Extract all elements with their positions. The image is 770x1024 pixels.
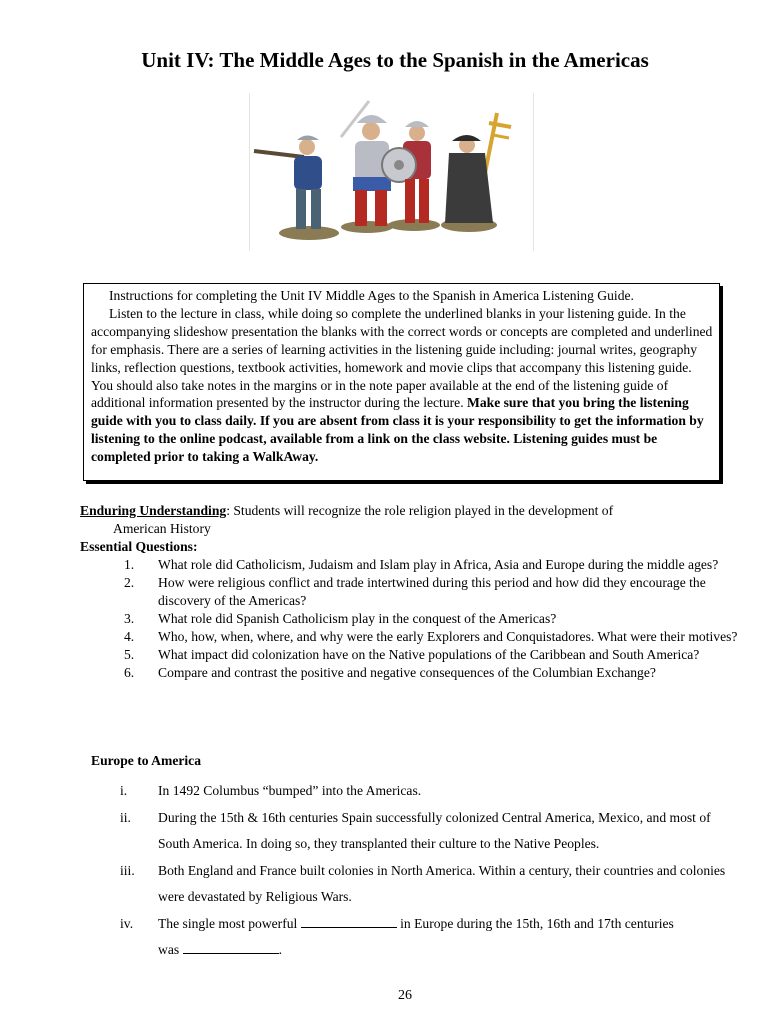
item-text-b: in Europe during the 15th, 16th and 17th centuries	[400, 915, 674, 931]
list-number: 2.	[124, 575, 135, 590]
list-number: 3.	[124, 611, 135, 626]
page-title: Unit IV: The Middle Ages to the Spanish in the Americas	[141, 48, 649, 72]
instructions-intro: Instructions for completing the Unit IV Middle Ages to the Spanish in America Listening Guide.	[109, 288, 634, 303]
list-item	[80, 858, 740, 911]
europe-section-list	[80, 778, 740, 964]
item-text-d: .	[278, 942, 282, 957]
list-item	[80, 628, 740, 646]
enduring-understanding-label: Enduring Understanding	[80, 503, 227, 518]
instructions-body	[91, 305, 713, 466]
conquistadors-figure-image	[249, 93, 534, 251]
essential-questions-heading: Essential Questions:	[80, 539, 198, 554]
list-item	[80, 610, 740, 628]
enduring-understanding-text: : Students will recognize the role religion played in the development of	[226, 503, 614, 518]
list-item	[80, 778, 740, 805]
list-number: 4.	[124, 629, 135, 644]
question-text: How were religious conflict and trade intertwined during this period and how did they encourage the discovery of the Americas?	[158, 575, 706, 608]
list-number: iii.	[120, 862, 135, 878]
enduring-understanding-text-line2: American History	[113, 521, 211, 536]
list-number: 6.	[124, 665, 135, 680]
question-text: Compare and contrast the positive and negative consequences of the Columbian Exchange?	[158, 665, 656, 680]
list-item	[80, 646, 740, 664]
item-text-c: was	[158, 942, 180, 957]
list-number: i.	[120, 783, 128, 798]
question-text: What role did Catholicism, Judaism and Islam play in Africa, Asia and Europe during the middle ages?	[158, 557, 719, 572]
europe-section-heading: Europe to America	[91, 753, 201, 768]
enduring-understanding	[80, 502, 720, 538]
list-number: 5.	[124, 647, 135, 662]
list-number: 1.	[124, 557, 135, 572]
list-item	[80, 574, 740, 610]
list-item	[80, 805, 740, 858]
instructions-bold-note: Make sure that you bring the listening guide with you to class daily. If you are absent from class it is your responsibility to get the information by listening to the online podcast, available from a link on the class website. Listening guides must be completed prior to taking a WalkAway.	[91, 395, 704, 465]
question-text: What impact did colonization have on the Native populations of the Caribbean and South America?	[158, 647, 700, 662]
item-text: Both England and France built colonies in North America. Within a century, their countries and colonies were devastated by Religious Wars.	[158, 862, 726, 904]
item-text: In 1492 Columbus “bumped” into the Americas.	[158, 783, 422, 798]
list-number: iv.	[120, 915, 134, 931]
fill-in-blank[interactable]	[301, 913, 397, 928]
question-text: What role did Spanish Catholicism play in the conquest of the Americas?	[158, 611, 557, 626]
list-item	[80, 556, 740, 574]
item-text-a: The single most powerful	[158, 915, 298, 931]
page-number: 26	[398, 988, 412, 1003]
list-number: ii.	[120, 809, 131, 825]
list-item	[80, 911, 740, 964]
instructions-body-text: Listen to the lecture in class, while doing so complete the underlined blanks in your listening guide. In the accompanying slideshow presentation the blanks with the correct words or concepts are completed and underlined for emphasis. There are a series of learning activities in the listening guide including: journal writes, geography links, reflection questions, textbook activities, homework and movie clips that accompany this listening guide. You should also take notes in the margins or in the note paper available at the end of the listening guide of additional information presented by the instructor during the lecture.	[91, 305, 713, 411]
conquistadors-illustration	[249, 93, 534, 251]
instructions-box	[83, 283, 720, 481]
essential-questions-list	[80, 556, 740, 682]
list-item	[80, 664, 740, 682]
fill-in-blank[interactable]	[183, 939, 279, 954]
question-text: Who, how, when, where, and why were the early Explorers and Conquistadores. What were their motives?	[158, 629, 738, 644]
item-text: During the 15th & 16th centuries Spain successfully colonized Central America, Mexico, and most of South America. In doing so, they transplanted their culture to the Native Peoples.	[158, 809, 711, 851]
